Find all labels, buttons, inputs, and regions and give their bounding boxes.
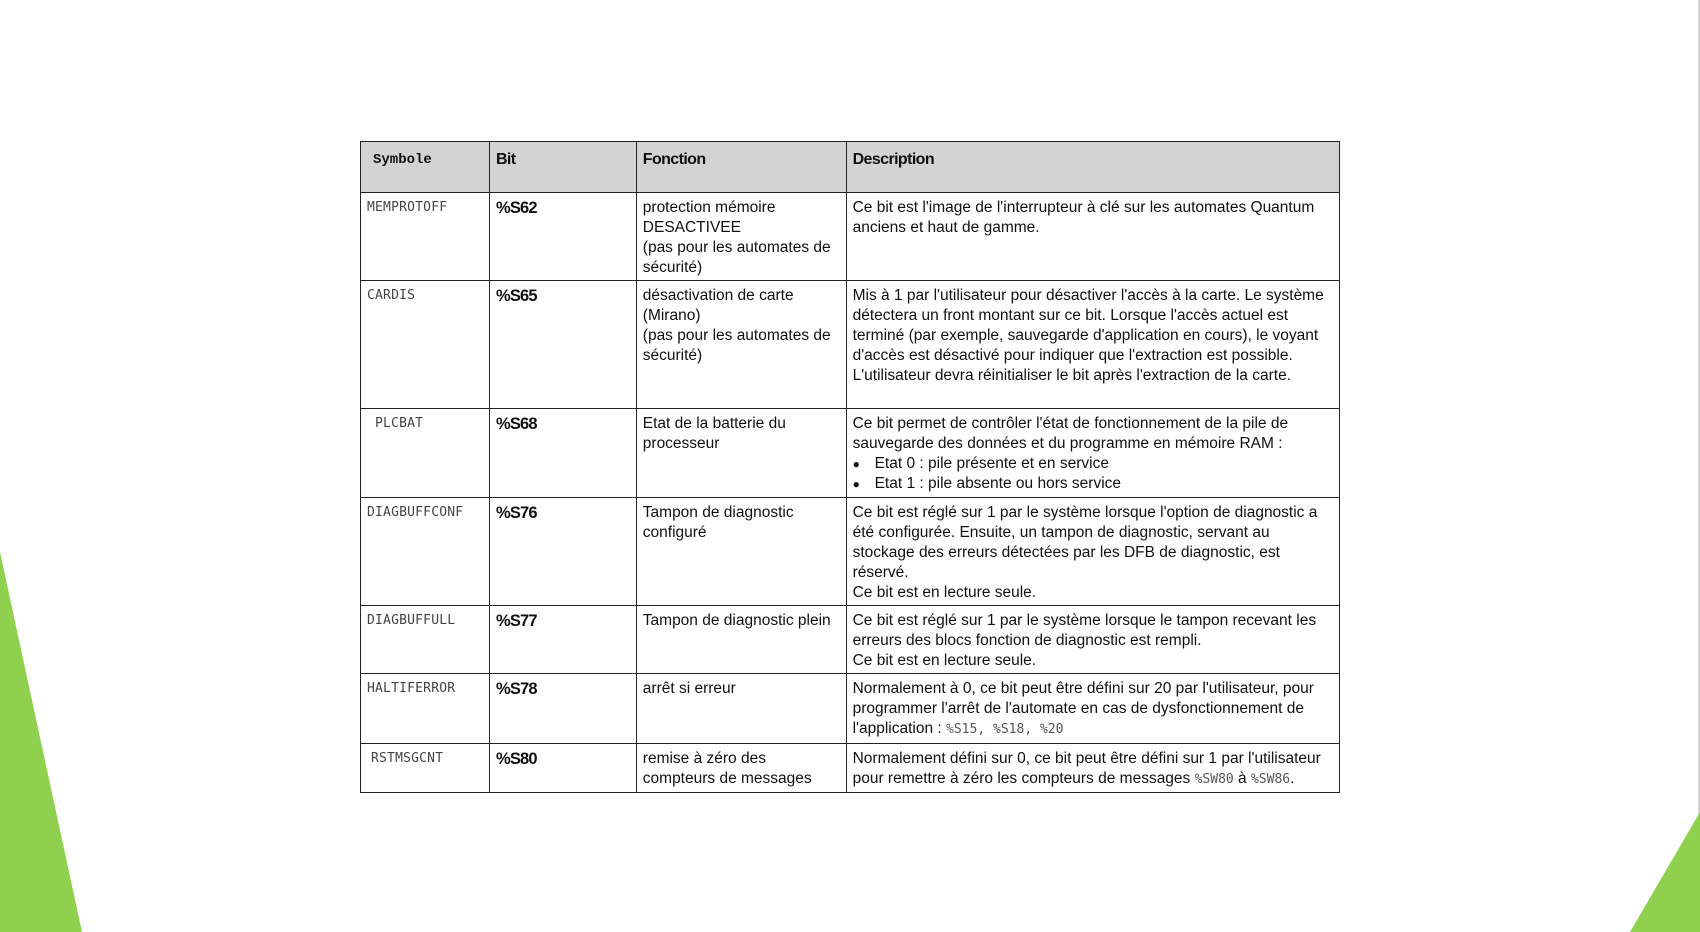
symbol-cell: CARDIS	[361, 281, 490, 409]
code-reference: %SW80	[1194, 772, 1234, 787]
description-cell	[846, 744, 1339, 793]
bit-cell: %S76	[489, 498, 636, 606]
function-line: Etat de la batterie du processeur	[642, 415, 786, 452]
green-corner-decoration-left	[0, 552, 90, 932]
system-bits-table	[360, 141, 1340, 793]
description-cell	[846, 193, 1339, 281]
bit-cell: %S68	[489, 409, 636, 498]
header-bit: Bit	[489, 142, 636, 193]
bit-cell: %S80	[489, 744, 636, 793]
description-text: Mis à 1 par l'utilisateur pour désactiver l'accès à la carte. Le système détectera un front montant sur ce bit. Lorsque l'accès actuel est terminé (par exemple, sauvegarde d'application en cours), le voyant d'accès est désactivé pour indiquer que l'extraction est possible. L'utilisateur devra réinitialiser le bit après l'extraction de la carte.	[852, 287, 1324, 384]
function-cell	[636, 193, 846, 281]
function-cell	[636, 744, 846, 793]
status-bullet-list	[853, 454, 1333, 494]
function-line: protection mémoire	[642, 199, 776, 216]
symbol-cell: RSTMSGCNT	[361, 744, 490, 793]
table-header	[361, 142, 1340, 193]
description-cell	[846, 606, 1339, 674]
function-cell	[636, 498, 846, 606]
function-cell	[636, 409, 846, 498]
description-text: Ce bit est réglé sur 1 par le système lorsque l'option de diagnostic a été configurée. Ensuite, un tampon de diagnostic, servant au stockage des erreurs détectées par les DFB de diagnostic, est réservé.	[852, 504, 1318, 581]
header-symbol: Symbole	[361, 142, 490, 193]
description-cell	[846, 409, 1339, 498]
function-line: (pas pour les automates de sécurité)	[642, 327, 831, 364]
bit-cell: %S77	[489, 606, 636, 674]
table-row	[361, 744, 1340, 793]
function-line: DESACTIVEE	[642, 219, 741, 236]
description-cell	[846, 498, 1339, 606]
function-line: (Mirano)	[642, 307, 701, 324]
function-cell	[636, 674, 846, 744]
code-reference: %S15, %S18, %20	[946, 722, 1064, 737]
symbol-cell: MEMPROTOFF	[361, 193, 490, 281]
table-row	[361, 606, 1340, 674]
description-text: Normalement défini sur 0, ce bit peut être défini sur 1 par l'utilisateur pour remettre à zéro les compteurs de messages	[852, 750, 1321, 787]
green-corner-decoration-right	[1630, 812, 1700, 932]
header-function: Fonction	[636, 142, 846, 193]
table-row	[361, 193, 1340, 281]
function-cell	[636, 281, 846, 409]
description-connector: à	[1233, 770, 1251, 787]
function-line: désactivation de carte	[642, 287, 794, 304]
table-row	[361, 281, 1340, 409]
bit-cell: %S65	[489, 281, 636, 409]
bit-cell: %S62	[489, 193, 636, 281]
table-row	[361, 674, 1340, 744]
function-line: (pas pour les automates de sécurité)	[642, 239, 831, 276]
bullet-item: ● Etat 0 : pile présente et en service	[853, 454, 1333, 474]
symbol-cell: PLCBAT	[361, 409, 490, 498]
function-line: arrêt si erreur	[642, 680, 736, 697]
bullet-item: ● Etat 1 : pile absente ou hors service	[853, 474, 1333, 494]
description-cell	[846, 674, 1339, 744]
function-line: Tampon de diagnostic plein	[642, 612, 831, 629]
description-end: .	[1290, 770, 1295, 787]
code-reference: %SW86	[1250, 772, 1291, 787]
table-row	[361, 409, 1340, 498]
description-note: Ce bit est en lecture seule.	[852, 652, 1037, 669]
function-line: remise à zéro des compteurs de messages	[642, 750, 812, 787]
header-description: Description	[846, 142, 1339, 193]
description-text: Ce bit permet de contrôler l'état de fonctionnement de la pile de sauvegarde des données et du programme en mémoire RAM :	[852, 415, 1289, 452]
description-cell	[846, 281, 1339, 409]
symbol-cell: DIAGBUFFCONF	[361, 498, 490, 606]
symbol-cell: DIAGBUFFULL	[361, 606, 490, 674]
description-text: Normalement à 0, ce bit peut être défini sur 20 par l'utilisateur, pour programmer l'arrêt de l'automate en cas de dysfonctionnement de l'application :	[852, 680, 1314, 737]
description-text: Ce bit est l'image de l'interrupteur à clé sur les automates Quantum anciens et haut de gamme.	[852, 199, 1315, 236]
description-note: Ce bit est en lecture seule.	[852, 584, 1037, 601]
table-row	[361, 498, 1340, 606]
description-text: Ce bit est réglé sur 1 par le système lorsque le tampon recevant les erreurs des blocs fonction de diagnostic est rempli.	[852, 612, 1317, 649]
function-cell	[636, 606, 846, 674]
bit-cell: %S78	[489, 674, 636, 744]
symbol-cell: HALTIFERROR	[361, 674, 490, 744]
function-line: Tampon de diagnostic configuré	[642, 504, 794, 541]
